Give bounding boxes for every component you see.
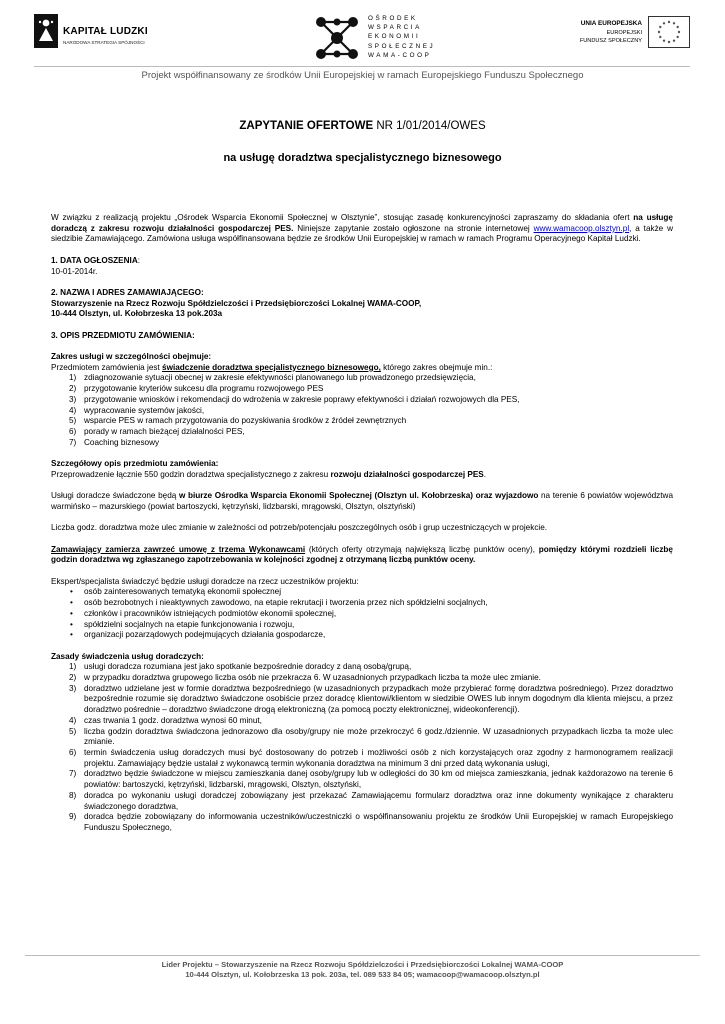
owes-line: SPOŁECZNEJ xyxy=(368,42,436,50)
contract-text: (których oferty otrzymają największą liczbę punktów oceny), xyxy=(305,544,539,554)
section-3-heading: 3. OPIS PRZEDMIOTU ZAMÓWIENIA: xyxy=(51,330,195,340)
rules-item: 7) doradztwo będzie świadczone w miejscu zamieszkania danej osoby/grupy lub w odległości do 30 km od miejsca zamieszkania, jednak każdorazowo na terenie 6 powiatów: bartoszycki, kętrzyński, lidzbarski, mrągowski, Olsztyn, olsztyński, xyxy=(69,769,673,790)
owes-logo-text xyxy=(368,14,435,60)
section-1-colon: : xyxy=(137,255,141,265)
rules-item: 1) usługi doradcza rozumiana jest jako spotkanie bezpośrednie doradcy z daną osobą/grupą, xyxy=(69,662,412,672)
section-1-heading xyxy=(51,256,673,267)
ordering-party-name: Stowarzyszenie na Rzecz Rozwoju Spółdzielczości i Przedsiębiorczości Lokalnej WAMA-COOP, xyxy=(51,298,422,308)
expert-list xyxy=(51,587,673,641)
rules-heading: Zasady świadczenia usług doradczych: xyxy=(51,651,204,661)
rules-item: 6) termin świadczenia usług doradczych musi być dostosowany do potrzeb i możliwości osób z nich korzystających oraz zgodny z harmonogramem realizacji projektu. Zamawiający będzie ustalał z wykonawcą termin wykonania doradztwa na minimum 3 dni przed datą wykonania usługi, xyxy=(69,748,673,768)
eu-logo xyxy=(560,16,690,56)
intro-text-3: , a także w siedzibie Zamawiającego. Zamówiona usługa współfinansowana będzie ze środków Unii Europejskiej w ramach w ramach Programu Operacyjnego Kapitał Ludzki. xyxy=(51,223,673,244)
eu-title: UNIA EUROPEJSKA xyxy=(580,20,642,27)
scope-item: 6) porady w ramach bieżącej działalności PES, xyxy=(69,427,245,436)
document-title-number: NR 1/01/2014/OWES xyxy=(373,120,486,132)
expert-item: • osób zainteresowanych tematyką ekonomii społecznej xyxy=(70,587,282,597)
contract-paragraph xyxy=(51,545,673,566)
scope-heading: Zakres usługi w szczególności obejmuje: xyxy=(51,352,212,362)
document-title-bold: ZAPYTANIE OFERTOWE xyxy=(239,120,374,132)
scope-paragraph xyxy=(51,363,673,374)
contract-bold-underlined: Zamawiający zamierza zawrzeć umowę z trzema Wykonawcami xyxy=(51,544,306,554)
document-title xyxy=(0,120,725,132)
kapital-ludzki-emblem-icon xyxy=(34,14,58,48)
document-body xyxy=(51,213,673,834)
ordering-party-address: 10-444 Olsztyn, ul. Kołobrzeska 13 pok.203a xyxy=(51,309,223,319)
detail-bold: rozwoju działalności gospodarczej PES xyxy=(330,469,484,479)
scope-item: 3) przygotowanie wniosków i rekomendacji do wdrożenia w zakresie poprawy efektywności i działań rozwojowych dla PES, xyxy=(69,394,520,404)
owes-line: EKONOMII xyxy=(368,33,421,41)
scope-text-2: którego zakres obejmuje min.: xyxy=(380,362,493,372)
intro-text-2: Niniejsze zapytanie zostało ogłoszone na stronie internetowej xyxy=(293,223,534,233)
owes-logo xyxy=(312,14,462,64)
document-subtitle: na usługę doradztwa specjalistycznego biznesowego xyxy=(223,152,502,164)
rules-list xyxy=(51,662,673,833)
rules-item: 2) w przypadku doradztwa grupowego liczba osób nie przekracza 6. W uzasadnionych przypadkach liczba ta może ulec zmianie. xyxy=(69,673,541,683)
intro-paragraph xyxy=(51,213,673,245)
cofunding-note: Projekt współfinansowany ze środków Unii Europejskiej w ramach Europejskiego Funduszu Społecznego xyxy=(141,70,584,81)
eu-subtitle-1: EUROPEJSKI xyxy=(606,30,642,36)
detail-text: Przeprowadzenie łącznie 550 godzin doradztwa specjalistycznego z zakresu xyxy=(51,469,331,479)
owes-line: WAMA-COOP xyxy=(368,51,432,59)
expert-item: • osób bezrobotnych i nieaktywnych zawodowo, na etapie rekrutacji i tworzenia przez nich spółdzielni socjalnych, xyxy=(70,598,488,608)
owes-line: OŚRODEK xyxy=(368,15,418,22)
expert-item: • organizacji pozarządowych podejmujących działania gospodarcze, xyxy=(70,630,326,640)
scope-item: 1) zdiagnozowanie sytuacji obecnej w zakresie efektywności planowanego lub prowadzonego przedsięwzięcia, xyxy=(69,373,476,383)
section-2-heading: 2. NAZWA I ADRES ZAMAWIAJĄCEGO: xyxy=(51,287,204,297)
scope-item: 4) wypracowanie systemów jakości, xyxy=(69,405,205,415)
network-nodes-icon xyxy=(312,14,362,62)
footer-divider xyxy=(25,955,700,956)
scope-text: Przedmiotem zamówienia jest xyxy=(51,362,163,372)
location-bold: w biurze Ośrodka Wsparcia Ekonomii Społecznej (Olsztyn ul. Kołobrzeska) oraz wyjazdowo xyxy=(178,491,539,501)
footer-line-1: Lider Projektu – Stowarzyszenie na Rzecz Rozwoju Spółdzielczości i Przedsiębiorczości Lokalnej WAMA-COOP xyxy=(161,960,564,969)
intro-text: W związku z realizacją projektu „Ośrodek Wsparcia Ekonomii Społecznej w Olsztynie”, stosując zasadę konkurencyjności zapraszamy do składania ofert xyxy=(51,213,634,222)
section-1-heading-text: 1. DATA OGŁOSZENIA xyxy=(51,255,138,265)
kapital-ludzki-subtitle: NARODOWA STRATEGIA SPÓJNOŚCI xyxy=(63,40,145,45)
scope-item: 2) przygotowanie kryteriów sukcesu dla programu rozwojowego PES xyxy=(69,384,324,394)
rules-item: 4) czas trwania 1 godz. doradztwa wynosi 60 minut, xyxy=(69,715,262,725)
scope-item: 5) wsparcie PES w ramach przygotowania do pozyskiwania środków z źródeł zewnętrznych xyxy=(69,416,407,426)
scope-item: 7) Coaching biznesowy xyxy=(69,437,160,447)
rules-item: 8) doradca po wykonaniu usługi doradczej zobowiązany jest przekazać Zamawiającemu formularz doradztwa oraz inne dokumenty wynikające z charakteru świadczonego doradztwa, xyxy=(69,790,673,811)
header-divider xyxy=(34,66,690,67)
detail-heading: Szczegółowy opis przedmiotu zamówienia: xyxy=(51,459,219,469)
location-paragraph xyxy=(51,491,673,512)
expert-intro: Ekspert/specjalista świadczyć będzie usługi doradcze na rzecz uczestników projektu: xyxy=(51,576,359,586)
location-text-2: na terenie 6 powiatów województwa warmińsko – mazurskiego (powiat bartoszycki, kętrzyński, lidzbarski, mrągowski, Olsztyn, olsztyński) xyxy=(51,491,674,511)
detail-text-2: . xyxy=(483,469,487,479)
location-text: Usługi doradcze świadczone będą xyxy=(51,491,179,501)
contract-bold: pomiędzy którymi rozdzieli liczbę godzin doradztwa wg zgłaszanego zapotrzebowania w kolejności zgodnej z otrzymaną liczbą punktów oceny. xyxy=(51,544,673,565)
owes-line: WSPARCIA xyxy=(368,24,422,32)
intro-bold: na usługę doradczą z zakresu rozwoju działalności gospodarczej PES. xyxy=(51,213,673,233)
scope-list xyxy=(51,373,673,448)
footer xyxy=(0,960,725,980)
eu-flag-icon xyxy=(648,16,690,48)
announcement-date: 10-01-2014r. xyxy=(51,266,98,276)
rules-item: 9) doradca będzie zobowiązany do informowania uczestników/uczestniczki o współfinansowaniu projektu ze środków Unii Europejskiej w ramach Europejskiego Funduszu Społecznego, xyxy=(69,812,673,832)
rules-item: 5) liczba godzin doradztwa świadczona jednorazowo dla osoby/grupy nie może przekroczyć 6 godz./dziennie. W uzasadnionych przypadkach liczba ta może ulec zmianie. xyxy=(69,726,673,747)
kapital-ludzki-title: KAPITAŁ LUDZKI xyxy=(63,26,148,37)
rules-item: 3) doradztwo udzielane jest w formie doradztwa bezpośredniego (w uzasadnionych przypadkach może przybierać formę doradztwa pośredniego). Przez doradztwo bezpośrednie rozumie się doradztwo świadczone osobiście przez doradcę klientowi/klientom w siedzibie OWES lub innym dogodnym dla klienta miejscu, a przez doradztwo pośrednie – doradztwo świadczone drogą elektroniczną (za pomocą poczty elektronicznej, wideokonferencji). xyxy=(69,683,673,715)
detail-paragraph xyxy=(51,470,673,481)
expert-item: • spółdzielni socjalnych na etapie funkcjonowania i rozwoju, xyxy=(70,619,295,629)
scope-bold: świadczenie doradztwa specjalistycznego biznesowego, xyxy=(162,362,381,372)
footer-line-2: 10-444 Olsztyn, ul. Kołobrzeska 13 pok. 203a, tel. 089 533 84 05; wamacoop@wamacoop.olsztyn.pl xyxy=(185,970,540,979)
hours-note: Liczba godz. doradztwa może ulec zmianie w zależności od potrzeb/potencjału poszczególnych osób i grup uczestniczących w projekcie. xyxy=(51,523,548,533)
website-link[interactable]: www.wamacoop.olsztyn.pl xyxy=(533,223,630,233)
expert-item: • członków i pracowników istniejących podmiotów ekonomii społecznej, xyxy=(70,608,337,618)
kapital-ludzki-logo xyxy=(34,14,164,54)
eu-subtitle-2: FUNDUSZ SPOŁECZNY xyxy=(579,38,642,44)
